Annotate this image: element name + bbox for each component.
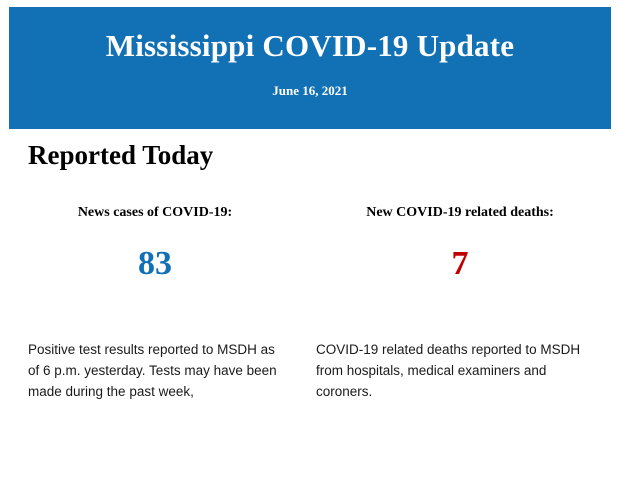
section-heading: Reported Today [28, 140, 214, 170]
stat-cases [0, 205, 310, 281]
header-banner [9, 7, 611, 129]
stat-deaths-description: COVID-19 related deaths reported to MSDH from hospitals, medical examiners and coroners. [316, 342, 581, 399]
stat-deaths [310, 205, 620, 281]
stat-cases-label: News cases of COVID-19: [77, 205, 233, 220]
stats-row [0, 205, 620, 281]
stat-cases-value: 83 [138, 245, 172, 282]
stat-deaths-label: New COVID-19 related deaths: [366, 205, 554, 220]
stat-deaths-value: 7 [451, 245, 469, 282]
page-title: Mississippi COVID-19 Update [105, 28, 515, 63]
descriptions-row [0, 340, 620, 403]
report-date: June 16, 2021 [272, 83, 348, 99]
stat-cases-description: Positive test results reported to MSDH as of 6 p.m. yesterday. Tests may have been made during the past week, [28, 342, 277, 399]
